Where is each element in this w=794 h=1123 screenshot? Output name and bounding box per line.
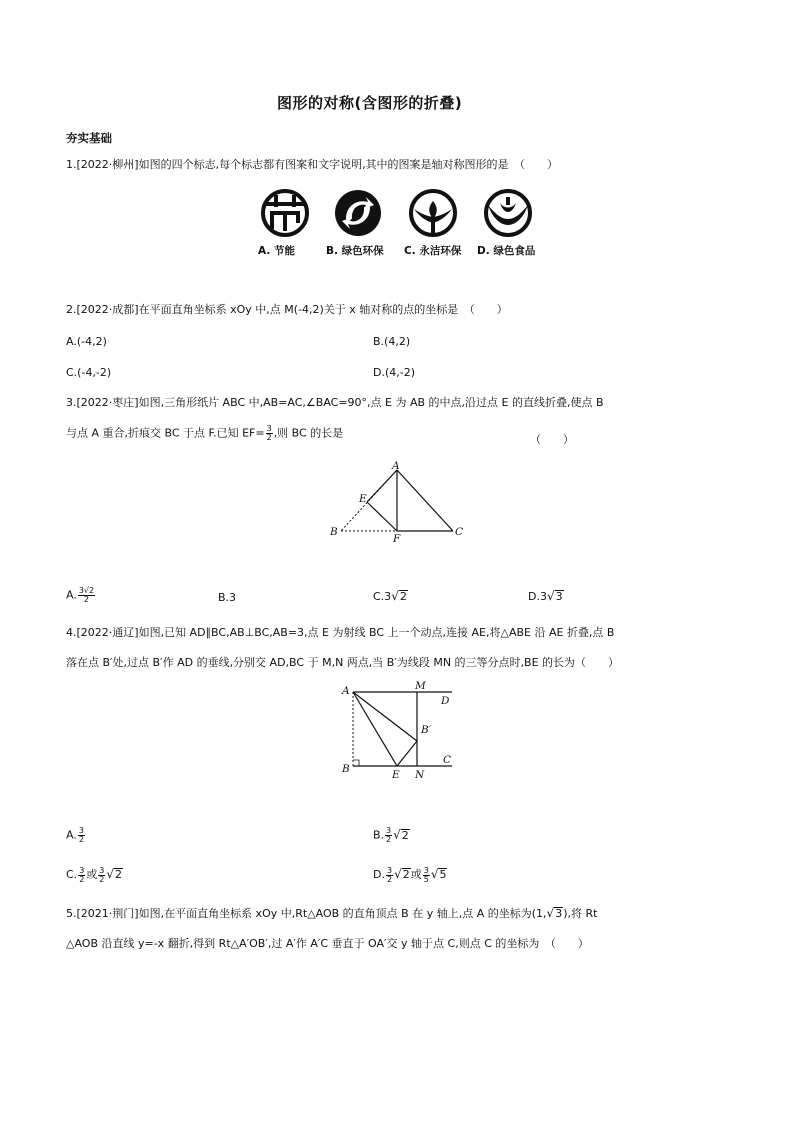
rectangle-fold-figure <box>337 680 467 784</box>
q3-option-d[interactable]: D.3√3 <box>528 589 563 603</box>
question-3-line-1: 3.[2022·枣庄]如图,三角形纸片 ABC 中,AB=AC,∠BAC=90°,点 E 为 AB 的中点,沿过点 E 的直线折叠,使点 B <box>66 396 604 409</box>
label-m: M <box>415 680 426 692</box>
label-b-prime: B′ <box>421 724 432 736</box>
label-e: E <box>359 493 367 505</box>
question-1-text: 1.[2022·柳州]如图的四个标志,每个标志都有图案和文字说明,其中的图案是轴对称图形的是 （ ） <box>66 158 559 171</box>
q2-option-c[interactable]: C.(-4,-2) <box>66 366 112 379</box>
question-5-line-2: △AOB 沿直线 y=-x 翻折,得到 Rt△A′OB′,过 A′作 A′C 垂直于 OA′交 y 轴于点 C,则点 C 的坐标为 （ ） <box>66 937 589 950</box>
q4-option-c[interactable]: C. $\frac{3}{2}$ 或 $\frac{3}{2}$ √2 <box>66 865 123 884</box>
label-d: D <box>441 695 450 707</box>
label-e: E <box>392 769 400 781</box>
q2-option-b[interactable]: B.(4,2) <box>373 335 411 348</box>
green-recycle-logo-icon <box>332 189 384 237</box>
q2-option-d[interactable]: D.(4,-2) <box>373 366 416 379</box>
label-b: B <box>342 763 350 775</box>
question-4-line-1: 4.[2022·通辽]如图,已知 AD∥BC,AB⊥BC,AB=3,点 E 为射线 BC 上一个动点,连接 AE,将△ABE 沿 AE 折叠,点 B <box>66 626 615 639</box>
q3-option-a[interactable]: A. $\frac{3√2}{2}$ <box>66 586 95 604</box>
question-4-line-2: 落在点 B′处,过点 B′作 AD 的垂线,分别交 AD,BC 于 M,N 两点,当 B′为线段 MN 的三等分点时,BE 的长为（ ） <box>66 656 620 669</box>
q3-option-c[interactable]: C.3√2 <box>373 589 407 603</box>
page-title: 图形的对称(含图形的折叠) <box>277 94 463 112</box>
q4-option-a[interactable]: A. $\frac{3}{2}$ <box>66 826 84 844</box>
question-2-text: 2.[2022·成都]在平面直角坐标系 xOy 中,点 M(-4,2)关于 x 轴对称的点的坐标是 （ ） <box>66 303 508 316</box>
section-heading: 夯实基础 <box>66 131 112 145</box>
q4-option-d[interactable]: D. $\frac{3}{2}$ √2或 $\frac{3}{5}$ √5 <box>373 865 447 884</box>
question-5-line-1: 5.[2021·荆门]如图,在平面直角坐标系 xOy 中,Rt△AOB 的直角顶点 B 在 y 轴上,点 A 的坐标为(1,√3),将 Rt <box>66 906 598 920</box>
caption-d: D. 绿色食品 <box>477 245 536 257</box>
question-3-answer-paren: （ ） <box>530 433 574 446</box>
label-a: A <box>342 685 350 697</box>
label-b: B <box>330 526 338 538</box>
q3-option-b[interactable]: B.3 <box>218 591 237 604</box>
label-c: C <box>455 526 464 538</box>
energy-saving-logo-icon <box>258 189 312 237</box>
green-food-logo-icon <box>480 189 536 237</box>
label-c: C <box>443 754 452 766</box>
label-a: A <box>392 460 400 472</box>
caption-b: B. 绿色环保 <box>326 245 384 257</box>
caption-c: C. 永洁环保 <box>404 245 462 257</box>
q4-option-b[interactable]: B. $\frac{3}{2}$ √2 <box>373 826 409 844</box>
q2-option-a[interactable]: A.(-4,2) <box>66 335 107 348</box>
question-3-line-2: 与点 A 重合,折痕交 BC 于点 F.已知 EF= $\frac{3}{2}$ ,则 BC 的长是 <box>66 424 344 442</box>
label-n: N <box>415 769 425 781</box>
clean-environment-logo-icon <box>406 189 460 237</box>
caption-a: A. 节能 <box>258 245 295 257</box>
label-f: F <box>393 533 401 544</box>
triangle-fold-figure <box>326 458 466 544</box>
